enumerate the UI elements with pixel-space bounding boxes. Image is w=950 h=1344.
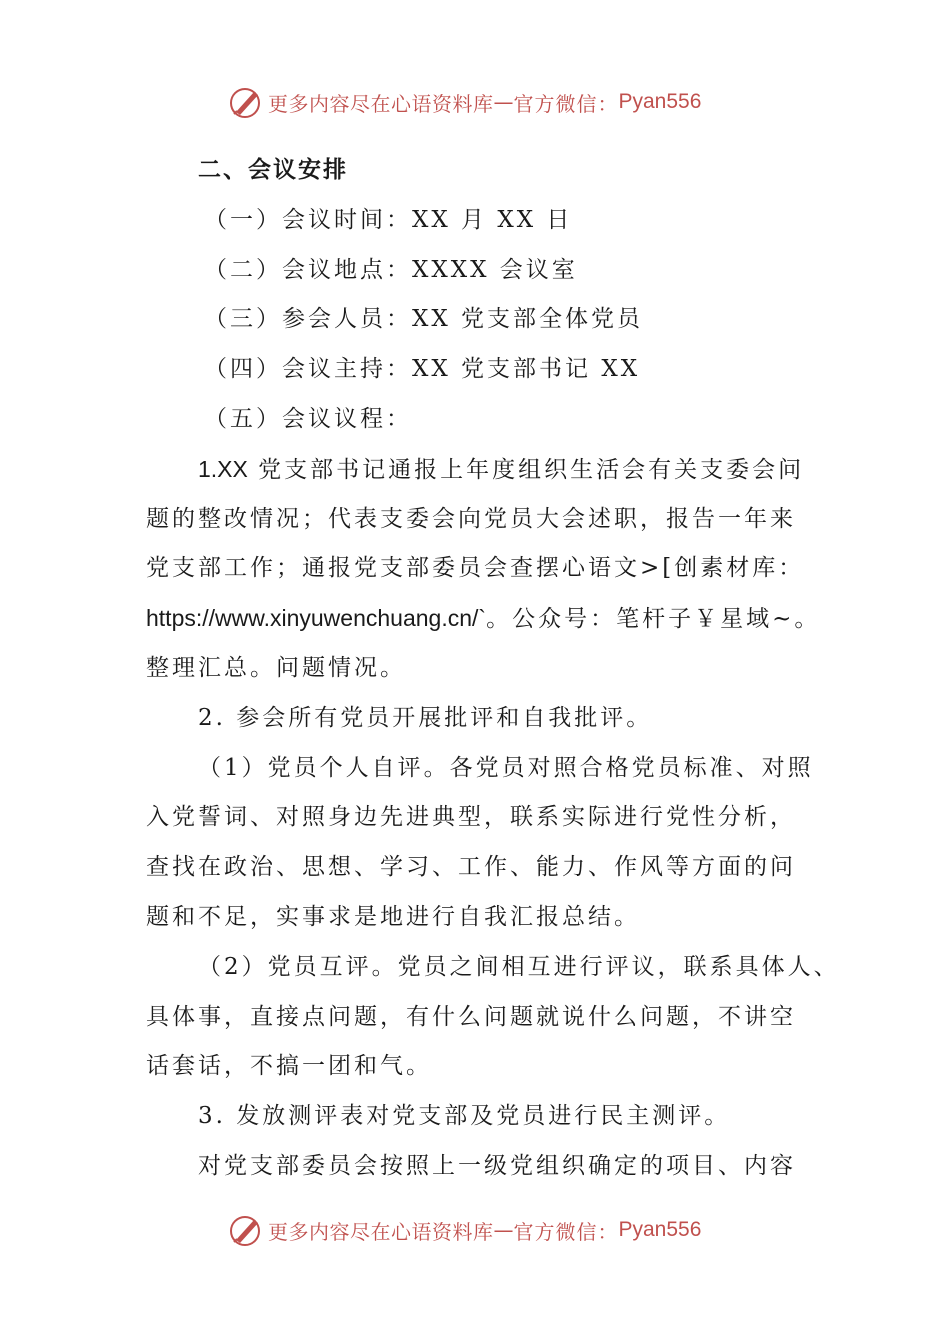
watermark-id: Pyan556 [618, 90, 702, 113]
paragraph-line: 2. 参会所有党员开展批评和自我批评。 [198, 704, 653, 731]
url-text: https://www.xinyuwenchuang.cn/` [146, 605, 487, 632]
paragraph-line: 3. 发放测评表对党支部及党员进行民主测评。 [198, 1103, 731, 1130]
pen-logo-icon [228, 1212, 264, 1248]
paragraph-line: 题和不足，实事求是地进行自我汇报总结。 [146, 903, 640, 930]
meeting-agenda: （五）会议议程： [204, 405, 412, 432]
paragraph-line: 题的整改情况；代表支委会向党员大会述职，报告一年来 [146, 505, 796, 532]
paragraph-text: 。公众号：笔杆子￥星域~。 [486, 606, 821, 633]
paragraph-line: 具体事，直接点问题，有什么问题就说什么问题，不讲空 [146, 1003, 796, 1030]
paragraph-line: （2）党员互评。党员之间相互进行评议，联系具体人、 [198, 953, 840, 980]
paragraph-line: 整理汇总。问题情况。 [146, 654, 406, 681]
paragraph-line: 话套话，不搞一团和气。 [146, 1053, 432, 1080]
header-watermark [228, 82, 701, 122]
footer-watermark [228, 1210, 701, 1250]
watermark-dash: — [493, 90, 514, 114]
meeting-attendees: （三）参会人员：XX 党支部全体党员 [204, 306, 644, 333]
paragraph-line [146, 445, 814, 495]
watermark-main-text: 更多内容尽在心语资料库 [268, 1219, 494, 1244]
section-heading: 二、会议安排 [198, 157, 348, 183]
paragraph-line: 对党支部委员会按照上一级党组织确定的项目、内容 [198, 1152, 796, 1179]
watermark-dash: — [493, 1218, 514, 1242]
meeting-time: （一）会议时间：XX 月 XX 日 [204, 206, 573, 233]
meeting-host: （四）会议主持：XX 党支部书记 XX [204, 356, 641, 383]
paragraph-line: 入党誓词、对照身边先进典型，联系实际进行党性分析， [146, 804, 796, 831]
watermark-sub-text: 官方微信： [513, 1219, 619, 1244]
paragraph-line: 党支部工作；通报党支部委员会查摆心语文>[创素材库： [146, 555, 805, 582]
paragraph-text: 党支部书记通报上年度组织生活会有关支委会问 [247, 456, 805, 483]
paragraph-line: 查找在政治、思想、学习、工作、能力、作风等方面的问 [146, 854, 796, 881]
watermark-sub-text: 官方微信： [513, 91, 619, 116]
document-body [146, 146, 840, 1192]
watermark-id: Pyan556 [618, 1218, 702, 1241]
paragraph-line [146, 594, 821, 644]
paragraph-line: （1）党员个人自评。各党员对照合格党员标准、对照 [198, 754, 814, 781]
item-number: 1.XX [198, 455, 248, 482]
pen-logo-icon [228, 84, 264, 120]
meeting-place: （二）会议地点：XXXX 会议室 [204, 256, 578, 283]
watermark-main-text: 更多内容尽在心语资料库 [268, 91, 494, 116]
